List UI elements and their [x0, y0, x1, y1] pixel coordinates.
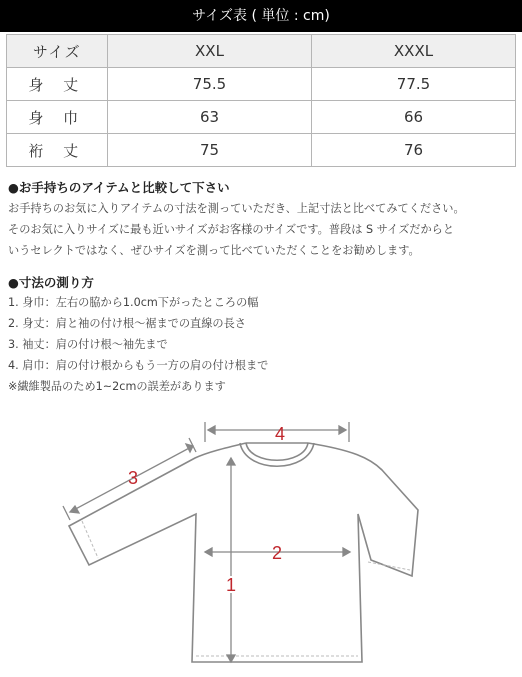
- row-label-sleeve-length: 裄 丈: [7, 134, 108, 167]
- measure-list: [8, 292, 516, 397]
- column-header-xxxl: XXXL: [312, 35, 516, 68]
- measure-label-3: 3: [127, 468, 139, 488]
- compare-line: そのお気に入りサイズに最も近いサイズがお客様のサイズです。普段は S サイズだからと: [8, 223, 455, 236]
- cell-value: 75: [108, 134, 312, 167]
- compare-section-title: ●お手持ちのアイテムと比較して下さい: [8, 180, 230, 195]
- cell-value: 75.5: [108, 68, 312, 101]
- cell-value: 63: [108, 101, 312, 134]
- measure-section-title: ●寸法の測り方: [8, 275, 94, 290]
- shirt-measurement-diagram: [0, 410, 522, 677]
- measure-label-4: 4: [274, 424, 286, 444]
- table-row: [7, 68, 516, 101]
- list-item: ※繊維製品のため1~2cmの誤差があります: [8, 380, 226, 393]
- list-item: 4. 肩巾：肩の付け根からもう一方の肩の付け根まで: [8, 359, 269, 372]
- compare-line: いうセレクトではなく、ぜひサイズを測って比べていただくことをお勧めします。: [8, 244, 420, 257]
- cell-value: 77.5: [312, 68, 516, 101]
- measure-arrows: [63, 422, 350, 662]
- row-label-body-length: 身 丈: [7, 68, 108, 101]
- compare-section-text: [8, 198, 516, 261]
- list-item: 3. 袖丈：肩の付け根～袖先まで: [8, 338, 168, 351]
- compare-line: お手持ちのお気に入りアイテムの寸法を測っていただき、上記寸法と比べてみてください。: [8, 202, 465, 215]
- column-header-size: サイズ: [7, 35, 108, 68]
- measure-label-2: 2: [271, 543, 283, 563]
- list-item: 1. 身巾：左右の脇から1.0cm下がったところの幅: [8, 296, 259, 309]
- size-table: [6, 34, 516, 167]
- cell-value: 76: [312, 134, 516, 167]
- cell-value: 66: [312, 101, 516, 134]
- size-chart-title: サイズ表 ( 単位 : cm): [0, 0, 522, 32]
- column-header-xxl: XXL: [108, 35, 312, 68]
- table-row: [7, 134, 516, 167]
- row-label-body-width: 身 巾: [7, 101, 108, 134]
- list-item: 2. 身丈：肩と袖の付け根～裾までの直線の長さ: [8, 317, 246, 330]
- table-header-row: [7, 35, 516, 68]
- table-row: [7, 101, 516, 134]
- measure-label-1: 1: [225, 575, 237, 595]
